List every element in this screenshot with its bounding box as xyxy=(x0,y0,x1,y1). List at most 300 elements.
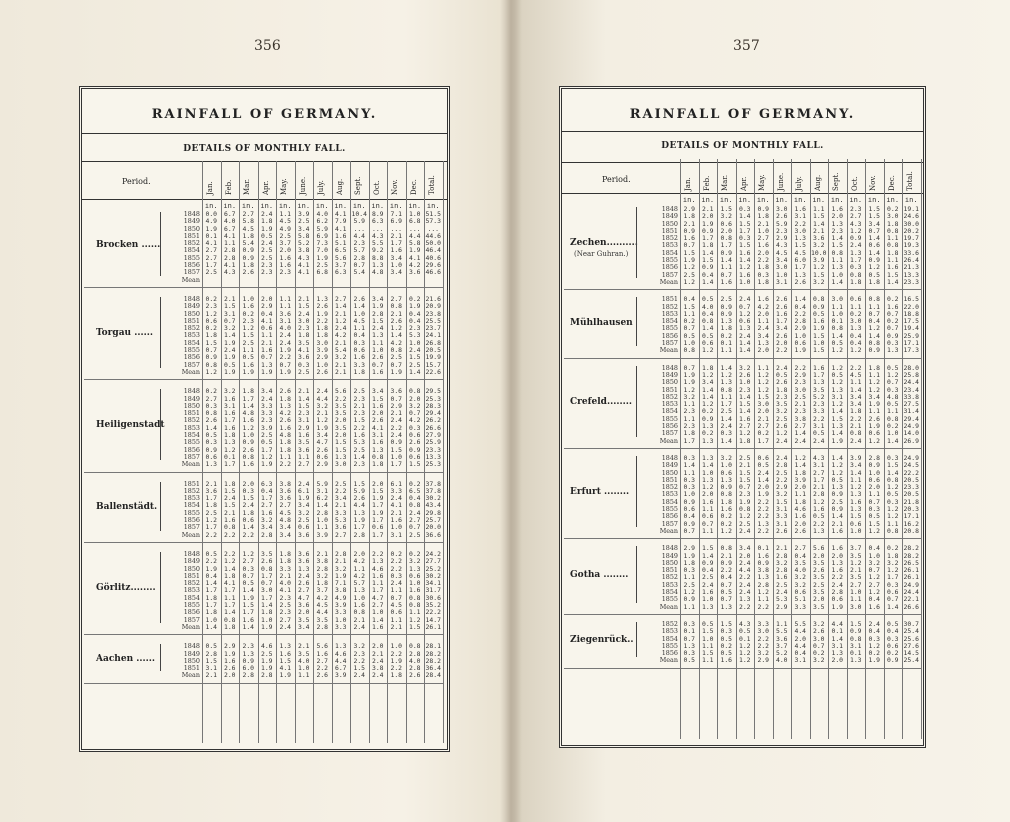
table-cell: 1.8 xyxy=(701,364,714,372)
table-cell: 3.6 xyxy=(297,602,310,610)
table-cell: 4.4 xyxy=(738,567,751,575)
table-cell: 1.7 xyxy=(390,461,403,469)
table-cell: 2.6 xyxy=(775,303,788,311)
table-cell: 14.0 xyxy=(903,430,919,438)
table-cell: 4.4 xyxy=(334,657,347,665)
table-row xyxy=(202,340,443,347)
table-cell: 2.1 xyxy=(297,388,310,396)
table-cell: 25.4 xyxy=(903,628,919,636)
table-cell: 1.1 xyxy=(849,476,862,484)
table-row xyxy=(202,481,443,488)
table-cell: 6.7 xyxy=(223,225,236,233)
table-cell: 2.3 xyxy=(831,227,844,235)
table-cell: 0.2 xyxy=(205,325,218,333)
table-cell: 4.8 xyxy=(886,393,899,401)
table-cell: 20.5 xyxy=(903,476,919,484)
table-cell: 4.2 xyxy=(757,303,770,311)
table-cell: 26.4 xyxy=(903,257,919,265)
right-year-label: Mean xyxy=(659,656,678,665)
table-cell: 26.9 xyxy=(903,437,919,445)
table-cell: 3.0 xyxy=(831,296,844,304)
left-station-values xyxy=(202,388,443,468)
table-cell: 0.5 xyxy=(205,432,218,440)
table-cell: 3.2 xyxy=(775,491,788,499)
table-cell: 2.7 xyxy=(205,395,218,403)
table-row xyxy=(680,401,921,408)
table-cell: 0.5 xyxy=(738,628,751,636)
table-cell: 0.6 xyxy=(701,340,714,348)
table-cell: 1.2 xyxy=(683,589,696,597)
table-cell: 1.7 xyxy=(794,264,807,272)
table-cell: 4.4 xyxy=(794,628,807,636)
table-cell: 2.4 xyxy=(371,325,384,333)
table-cell: 2.4 xyxy=(831,581,844,589)
table-cell: 0.7 xyxy=(683,364,696,372)
table-row xyxy=(202,354,443,361)
table-cell: 2.5 xyxy=(701,574,714,582)
table-cell: 4.0 xyxy=(408,657,421,665)
table-cell: 1.4 xyxy=(794,430,807,438)
table-cell: 2.6 xyxy=(297,580,310,588)
right-station-years xyxy=(640,545,678,611)
table-cell: 4.5 xyxy=(279,509,292,517)
table-cell: 3.8 xyxy=(297,247,310,255)
table-cell: 0.6 xyxy=(794,589,807,597)
table-cell: 1.5 xyxy=(738,242,751,250)
table-cell: 0.9 xyxy=(683,227,696,235)
table-cell: 3.5 xyxy=(794,559,807,567)
table-cell: 1.2 xyxy=(868,379,881,387)
table-cell: 0.5 xyxy=(720,650,733,658)
table-cell: 0.6 xyxy=(390,609,403,617)
right-unit-label: in. xyxy=(812,197,826,204)
table-cell: 1.3 xyxy=(701,455,714,462)
table-cell: 1.9 xyxy=(683,552,696,560)
table-cell: 4.0 xyxy=(279,325,292,333)
table-cell: 0.7 xyxy=(812,642,825,650)
left-year-label: 1852 xyxy=(183,416,200,425)
table-cell: 0.4 xyxy=(794,552,807,560)
table-cell: 0.3 xyxy=(408,424,421,432)
right-year-label: 1854 xyxy=(661,634,678,643)
table-cell: 0.3 xyxy=(849,264,862,272)
table-cell: 1.2 xyxy=(831,401,844,409)
table-cell: 5.1 xyxy=(334,240,347,248)
table-cell: 0.8 xyxy=(701,318,714,326)
table-cell: 0.1 xyxy=(849,650,862,658)
table-row xyxy=(680,311,921,318)
table-cell: 1.7 xyxy=(223,461,236,469)
table-cell: 4.4 xyxy=(316,609,329,617)
table-cell: 1.9 xyxy=(223,354,236,362)
table-cell: 1.2 xyxy=(757,379,770,387)
table-cell: 0.8 xyxy=(849,271,862,279)
table-cell: 0.5 xyxy=(812,310,825,318)
table-cell: 0.3 xyxy=(886,340,899,348)
table-cell: 2.5 xyxy=(720,296,733,304)
table-cell: 1.2 xyxy=(831,379,844,387)
table-cell: 2.5 xyxy=(297,517,310,525)
table-cell: 0.5 xyxy=(683,657,696,665)
left-station-brace xyxy=(160,297,161,368)
table-cell: 3.9 xyxy=(812,257,825,265)
table-cell: 4.8 xyxy=(242,410,255,418)
right-unit-label: in. xyxy=(793,197,807,204)
table-cell: 3.0 xyxy=(334,461,347,469)
table-cell: 1.5 xyxy=(868,206,881,213)
right-year-label: 1852 xyxy=(661,620,678,628)
left-year-label: 1857 xyxy=(183,452,200,461)
table-cell: 0.7 xyxy=(701,520,714,528)
table-cell: 1.7 xyxy=(242,609,255,617)
table-row xyxy=(202,311,443,318)
table-cell: 0.9 xyxy=(205,446,218,454)
table-row xyxy=(202,226,443,233)
table-cell: 1.8 xyxy=(701,242,714,250)
table-cell: 3.6 xyxy=(279,495,292,503)
table-cell: 1.3 xyxy=(831,264,844,272)
table-cell: 2.1 xyxy=(812,484,825,492)
table-cell: 2.1 xyxy=(334,361,347,369)
table-cell: 1.0 xyxy=(757,227,770,235)
table-cell: 1.2 xyxy=(831,347,844,355)
table-cell: 2.2 xyxy=(812,520,825,528)
table-cell: 2.4 xyxy=(738,332,751,340)
table-cell: 2.6 xyxy=(353,296,366,303)
table-cell: 0.8 xyxy=(390,303,403,311)
table-cell: 1.2 xyxy=(390,325,403,333)
table-cell: 2.3 xyxy=(260,417,273,425)
right-station-separator xyxy=(564,448,921,449)
table-cell: 17.5 xyxy=(903,318,919,326)
table-cell: 0.4 xyxy=(849,332,862,340)
table-cell: 30.0 xyxy=(903,220,919,228)
right-table-title: RAINFALL OF GERMANY. xyxy=(629,107,856,122)
table-cell: 0.5 xyxy=(868,271,881,279)
table-cell: 2.0 xyxy=(701,213,714,221)
table-cell: 0.4 xyxy=(868,318,881,326)
table-cell: 1.2 xyxy=(868,642,881,650)
table-cell: 0.2 xyxy=(683,318,696,326)
table-cell: 2.0 xyxy=(371,643,384,651)
table-cell: 2.7 xyxy=(390,296,403,303)
table-cell: 1.2 xyxy=(205,368,218,376)
table-cell: 0.8 xyxy=(408,594,421,602)
left-unit-row xyxy=(202,203,443,210)
table-cell: 3.0 xyxy=(794,227,807,235)
table-cell: 2.1 xyxy=(353,402,366,410)
table-cell: 2.9 xyxy=(683,545,696,553)
table-cell: 29.8 xyxy=(425,509,441,517)
right-station-name: Gotha ........ xyxy=(570,570,629,581)
table-cell: 0.7 xyxy=(683,527,696,535)
left-station-values xyxy=(202,643,443,679)
table-cell: 1.2 xyxy=(849,227,862,235)
table-cell: 2.1 xyxy=(334,310,347,318)
table-cell: 1.3 xyxy=(849,249,862,257)
table-cell: 2.6 xyxy=(242,269,255,277)
table-row xyxy=(202,602,443,609)
table-cell: 2.5 xyxy=(408,361,421,369)
table-cell: 2.7 xyxy=(297,587,310,595)
table-cell: 2.4 xyxy=(279,339,292,347)
right-year-label: Mean xyxy=(659,436,678,445)
table-cell: 2.2 xyxy=(812,415,825,423)
table-cell: 3.2 xyxy=(812,621,825,628)
table-cell: 4.1 xyxy=(297,262,310,270)
right-station-values xyxy=(680,455,921,535)
table-cell: 0.9 xyxy=(868,257,881,265)
table-cell: 2.3 xyxy=(738,491,751,499)
table-cell: 0.6 xyxy=(205,317,218,325)
table-cell: 1.4 xyxy=(738,393,751,401)
table-cell: 1.4 xyxy=(738,213,751,221)
table-cell: 1.1 xyxy=(683,401,696,409)
table-cell: 0.5 xyxy=(831,476,844,484)
right-table-frame xyxy=(559,86,926,748)
table-cell: 1.6 xyxy=(812,364,825,372)
table-cell: 3.4 xyxy=(260,524,273,532)
table-cell: 1.5 xyxy=(223,487,236,495)
table-cell: 1.6 xyxy=(371,402,384,410)
table-cell: 1.6 xyxy=(279,254,292,262)
table-cell: 4.3 xyxy=(849,220,862,228)
table-cell: 2.7 xyxy=(242,558,255,566)
table-cell: 29.5 xyxy=(425,388,441,396)
table-cell: 2.4 xyxy=(408,347,421,355)
table-cell: 2.6 xyxy=(260,558,273,566)
table-cell: 2.7 xyxy=(334,296,347,303)
table-row xyxy=(202,617,443,624)
table-cell: 1.9 xyxy=(242,594,255,602)
left-year-label: 1851 xyxy=(183,409,200,418)
table-cell: 1.0 xyxy=(775,271,788,279)
table-cell: 3.0 xyxy=(260,587,273,595)
table-cell: 3.2 xyxy=(720,213,733,221)
table-cell: 0.7 xyxy=(242,572,255,580)
table-cell: 0.2 xyxy=(868,650,881,658)
table-cell: 1.0 xyxy=(316,361,329,369)
table-cell: 3.6 xyxy=(297,354,310,362)
table-cell: 0.6 xyxy=(205,453,218,461)
table-cell: 4.0 xyxy=(223,218,236,226)
table-cell: 1.1 xyxy=(868,303,881,311)
table-cell: 1.3 xyxy=(353,587,366,595)
table-cell: 2.1 xyxy=(316,551,329,558)
table-cell: 2.2 xyxy=(279,354,292,362)
left-station-separator xyxy=(84,634,443,635)
table-cell: 3.4 xyxy=(371,296,384,303)
right-year-label: Mean xyxy=(659,602,678,611)
table-cell: 1.4 xyxy=(205,623,218,631)
table-cell: 5.9 xyxy=(316,480,329,488)
left-unit-label: in. xyxy=(408,203,422,210)
left-year-label: Mean xyxy=(181,275,200,284)
table-row xyxy=(680,264,921,271)
table-cell: 2.4 xyxy=(812,437,825,445)
left-year-label: 1856 xyxy=(183,261,200,270)
left-station-years xyxy=(164,481,200,539)
table-cell: 0.4 xyxy=(260,310,273,318)
left-station-name: Heiligenstadt xyxy=(96,420,165,431)
left-year-label: 1854 xyxy=(183,338,200,347)
table-cell: 1.1 xyxy=(297,453,310,461)
table-cell: 2.7 xyxy=(316,657,329,665)
table-row xyxy=(202,658,443,665)
table-cell: 8.8 xyxy=(371,254,384,262)
table-cell: 1.4 xyxy=(868,332,881,340)
table-cell: 2.9 xyxy=(316,461,329,469)
table-row xyxy=(680,430,921,437)
table-cell: 0.7 xyxy=(886,596,899,604)
table-cell: 2.6 xyxy=(316,672,329,680)
table-cell: 1.0 xyxy=(812,340,825,348)
table-cell: 0.6 xyxy=(849,296,862,304)
table-cell: 1.8 xyxy=(757,213,770,221)
table-cell: 0.1 xyxy=(757,545,770,553)
table-cell: 4.2 xyxy=(334,332,347,340)
table-cell: 1.8 xyxy=(223,572,236,580)
table-cell: 0.8 xyxy=(683,347,696,355)
table-cell: 0.7 xyxy=(683,635,696,643)
table-cell: 1.0 xyxy=(849,527,862,535)
table-cell: 3.4 xyxy=(775,325,788,333)
right-year-label: 1854 xyxy=(661,248,678,257)
table-cell: 1.3 xyxy=(279,402,292,410)
table-cell: 4.1 xyxy=(371,424,384,432)
table-cell: 3.5 xyxy=(812,589,825,597)
table-cell: 1.5 xyxy=(353,417,366,425)
table-cell: 1.9 xyxy=(279,672,292,680)
table-row xyxy=(202,218,443,225)
table-cell: 20.5 xyxy=(425,347,441,355)
table-cell: 1.5 xyxy=(205,657,218,665)
table-cell: 2.8 xyxy=(242,672,255,680)
table-row xyxy=(202,532,443,539)
table-cell: 1.7 xyxy=(720,401,733,409)
table-cell: 5.4 xyxy=(334,347,347,355)
table-cell: 0.5 xyxy=(886,621,899,628)
table-cell: 2.8 xyxy=(223,247,236,255)
table-cell: 1.3 xyxy=(757,340,770,348)
left-col-header-10: Nov. xyxy=(391,179,400,195)
table-cell: 2.1 xyxy=(223,296,236,303)
table-cell: 1.6 xyxy=(223,657,236,665)
table-cell: 4.1 xyxy=(279,587,292,595)
table-cell: 2.2 xyxy=(757,527,770,535)
table-cell: 1.3 xyxy=(720,476,733,484)
table-cell: 2.2 xyxy=(738,603,751,611)
table-cell: 2.3 xyxy=(353,410,366,418)
table-cell: 1.4 xyxy=(408,368,421,376)
table-cell: 0.2 xyxy=(849,310,862,318)
table-row xyxy=(202,425,443,432)
table-cell: 4.1 xyxy=(205,240,218,248)
table-cell: 1.8 xyxy=(886,220,899,228)
right-year-label: 1856 xyxy=(661,512,678,521)
table-cell: 0.4 xyxy=(868,545,881,553)
table-cell: 1.0 xyxy=(408,211,421,218)
left-unit-label: in. xyxy=(278,203,292,210)
table-row xyxy=(202,347,443,354)
table-cell: 3.5 xyxy=(849,552,862,560)
table-cell: 1.1 xyxy=(868,408,881,416)
right-station-values xyxy=(680,206,921,286)
table-cell: 6.9 xyxy=(316,232,329,240)
left-col-header-9: Oct. xyxy=(372,180,381,195)
table-cell: 1.3 xyxy=(297,565,310,573)
table-cell: 4.1 xyxy=(260,317,273,325)
table-cell: 1.5 xyxy=(849,621,862,628)
table-cell: 0.8 xyxy=(831,325,844,333)
table-row xyxy=(680,408,921,415)
table-cell: 0.3 xyxy=(242,487,255,495)
table-cell: 1.1 xyxy=(279,211,292,218)
table-cell: 1.8 xyxy=(757,278,770,286)
table-cell: 2.3 xyxy=(353,240,366,248)
table-cell: 6.2 xyxy=(316,495,329,503)
table-cell: 18.8 xyxy=(903,310,919,318)
table-cell: 0.5 xyxy=(223,361,236,369)
table-cell: 9.2 xyxy=(371,247,384,255)
table-cell: 2.3 xyxy=(738,386,751,394)
table-cell: 14.5 xyxy=(903,650,919,658)
table-cell: 3.1 xyxy=(371,432,384,440)
table-cell: 5.8 xyxy=(408,240,421,248)
table-cell: 4.3 xyxy=(371,232,384,240)
table-cell: 3.2 xyxy=(738,364,751,372)
table-cell: 1.4 xyxy=(701,325,714,333)
table-cell: 3.4 xyxy=(297,623,310,631)
right-year-label: 1852 xyxy=(661,234,678,243)
table-row xyxy=(202,447,443,454)
table-cell: 1.8 xyxy=(242,232,255,240)
left-year-label: 1849 xyxy=(183,649,200,658)
table-cell: 1.2 xyxy=(738,264,751,272)
table-cell: 2.8 xyxy=(775,552,788,560)
table-cell: 1.8 xyxy=(205,332,218,340)
right-year-label: 1855 xyxy=(661,324,678,333)
table-cell: 2.8 xyxy=(205,650,218,658)
left-station-values xyxy=(202,551,443,631)
right-year-label: 1856 xyxy=(661,422,678,431)
table-cell: 26.6 xyxy=(903,603,919,611)
table-cell: 2.7 xyxy=(738,423,751,431)
table-cell: 0.8 xyxy=(886,415,899,423)
table-cell: 2.9 xyxy=(316,354,329,362)
table-cell: 1.1 xyxy=(683,310,696,318)
table-cell: 1.3 xyxy=(849,506,862,514)
table-cell: 5.8 xyxy=(297,232,310,240)
table-row xyxy=(680,347,921,354)
table-cell: 2.6 xyxy=(775,213,788,221)
table-cell: 10.0 xyxy=(811,249,827,257)
table-cell: 0.5 xyxy=(886,401,899,409)
table-cell: 0.9 xyxy=(720,249,733,257)
table-cell: 25.3 xyxy=(425,461,441,469)
table-cell: 1.6 xyxy=(371,368,384,376)
table-cell: 1.7 xyxy=(205,602,218,610)
table-cell: 1.1 xyxy=(849,303,862,311)
left-year-label: 1848 xyxy=(183,210,200,218)
table-cell: 1.8 xyxy=(794,498,807,506)
table-cell: 0.9 xyxy=(720,303,733,311)
table-cell: 2.4 xyxy=(390,432,403,440)
table-cell: 0.2 xyxy=(720,513,733,521)
left-column-rule xyxy=(443,161,444,743)
table-cell: 2.1 xyxy=(683,220,696,228)
table-row xyxy=(202,587,443,594)
